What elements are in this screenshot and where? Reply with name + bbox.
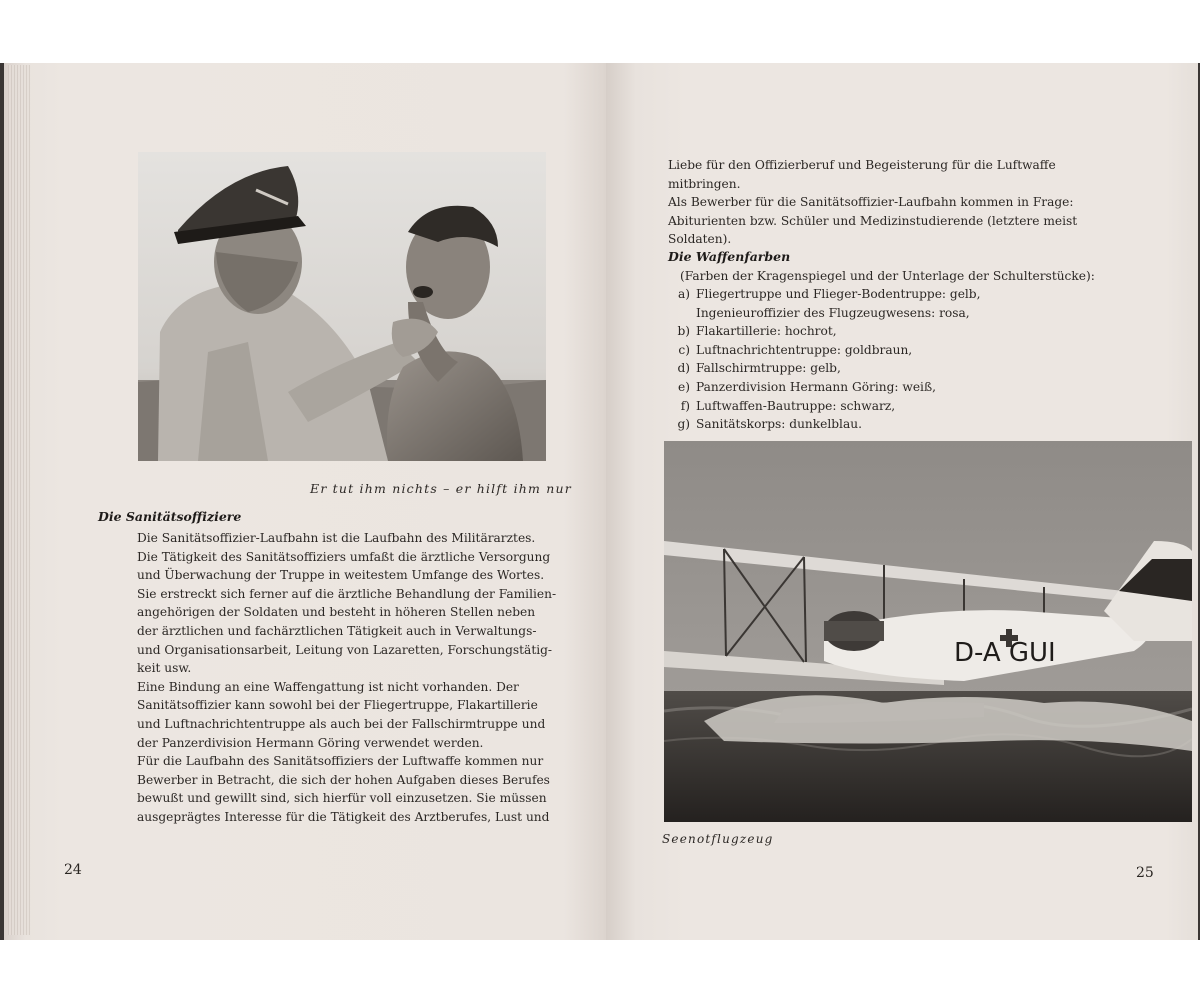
colors-intro: (Farben der Kragenspiegel und der Unterlage der Schulterstücke): xyxy=(680,269,1095,283)
list-item xyxy=(676,341,980,360)
text-line: Die Tätigkeit des Sanitätsoffiziers umfaßt die ärztliche Versorgung xyxy=(137,549,551,564)
text-line: angehörigen der Soldaten und besteht in höheren Stellen neben xyxy=(137,605,536,620)
body-text xyxy=(137,529,556,827)
colors-list xyxy=(676,285,980,434)
list-letter: g) xyxy=(677,417,690,432)
text-line: Für die Laufbahn des Sanitätsoffiziers der Luftwaffe kommen nur xyxy=(137,754,544,769)
text-line: Als Bewerber für die Sanitätsoffizier-Laufbahn kommen in Frage: xyxy=(668,195,1074,210)
text-line: mitbringen. xyxy=(668,176,741,191)
intro-text xyxy=(668,156,1077,249)
list-letter xyxy=(676,304,690,323)
list-text: Flakartillerie: hochrot, xyxy=(696,324,837,339)
list-letter: a) xyxy=(677,287,690,301)
text-line: Soldaten). xyxy=(668,232,732,247)
text-line: keit usw. xyxy=(137,661,192,676)
page-number: 25 xyxy=(1136,865,1154,881)
list-text: Sanitätskorps: dunkelblau. xyxy=(696,417,862,432)
list-item xyxy=(676,285,980,304)
page-edges xyxy=(8,65,30,935)
list-letter: f) xyxy=(680,398,690,413)
aircraft-registration: D-A GUI xyxy=(954,638,1056,668)
text-line: der Panzerdivision Hermann Göring verwendet werden. xyxy=(137,735,484,750)
text-line: Bewerber in Betracht, die sich der hohen Aufgaben dieses Berufes xyxy=(137,772,550,787)
text-line: ausgeprägtes Interesse für die Tätigkeit des Arztberufes, Lust und xyxy=(137,809,550,824)
right-page xyxy=(606,63,1198,940)
text-line: Liebe für den Offizierberuf und Begeisterung für die Luftwaffe xyxy=(668,158,1056,172)
section-heading: Die Sanitätsoffiziere xyxy=(98,509,242,524)
list-item xyxy=(676,304,980,323)
list-item xyxy=(676,359,980,378)
text-line: Die Sanitätsoffizier-Laufbahn ist die Laufbahn des Militärarztes. xyxy=(137,531,536,545)
list-letter: b) xyxy=(677,324,690,339)
open-book xyxy=(0,63,1200,940)
list-text: Fallschirmtruppe: gelb, xyxy=(696,361,841,376)
list-letter: c) xyxy=(678,342,690,357)
list-text: Panzerdivision Hermann Göring: weiß, xyxy=(696,379,936,394)
seaplane-photo xyxy=(664,441,1192,822)
list-item xyxy=(676,397,980,416)
medical-exam-photo xyxy=(138,152,546,461)
text-line: bewußt und gewillt sind, sich hierfür voll einzusetzen. Sie müssen xyxy=(137,791,547,806)
list-text: Fliegertruppe und Flieger-Bodentruppe: gelb, xyxy=(696,287,981,301)
left-page xyxy=(4,63,606,940)
list-text: Ingenieuroffizier des Flugzeugwesens: rosa, xyxy=(696,305,970,320)
photo-caption: Er tut ihm nichts – er hilft ihm nur xyxy=(310,481,572,496)
text-line: Sie erstreckt sich ferner auf die ärztliche Behandlung der Familien- xyxy=(137,586,557,601)
photo-caption: Seenotflugzeug xyxy=(662,832,774,846)
page-number: 24 xyxy=(64,862,82,878)
text-line: Sanitätsoffizier kann sowohl bei der Fliegertruppe, Flakartillerie xyxy=(137,698,538,713)
list-letter: e) xyxy=(678,379,690,394)
text-line: Eine Bindung an eine Waffengattung ist nicht vorhanden. Der xyxy=(137,679,519,694)
list-text: Luftwaffen-Bautruppe: schwarz, xyxy=(696,398,896,413)
text-line: und Organisationsarbeit, Leitung von Lazaretten, Forschungstätig- xyxy=(137,642,553,657)
text-line: Abiturienten bzw. Schüler und Medizinstudierende (letztere meist xyxy=(668,213,1078,228)
text-line: der ärztlichen und fachärztlichen Tätigkeit auch in Verwaltungs- xyxy=(137,623,537,638)
list-item xyxy=(676,322,980,341)
list-letter: d) xyxy=(677,361,690,376)
list-item xyxy=(676,415,980,434)
list-text: Luftnachrichtentruppe: goldbraun, xyxy=(696,342,913,357)
text-line: und Überwachung der Truppe in weitestem Umfange des Wortes. xyxy=(137,568,545,583)
text-line: und Luftnachrichtentruppe als auch bei der Fallschirmtruppe und xyxy=(137,716,546,731)
section-heading: Die Waffenfarben xyxy=(668,249,791,264)
list-item xyxy=(676,378,980,397)
